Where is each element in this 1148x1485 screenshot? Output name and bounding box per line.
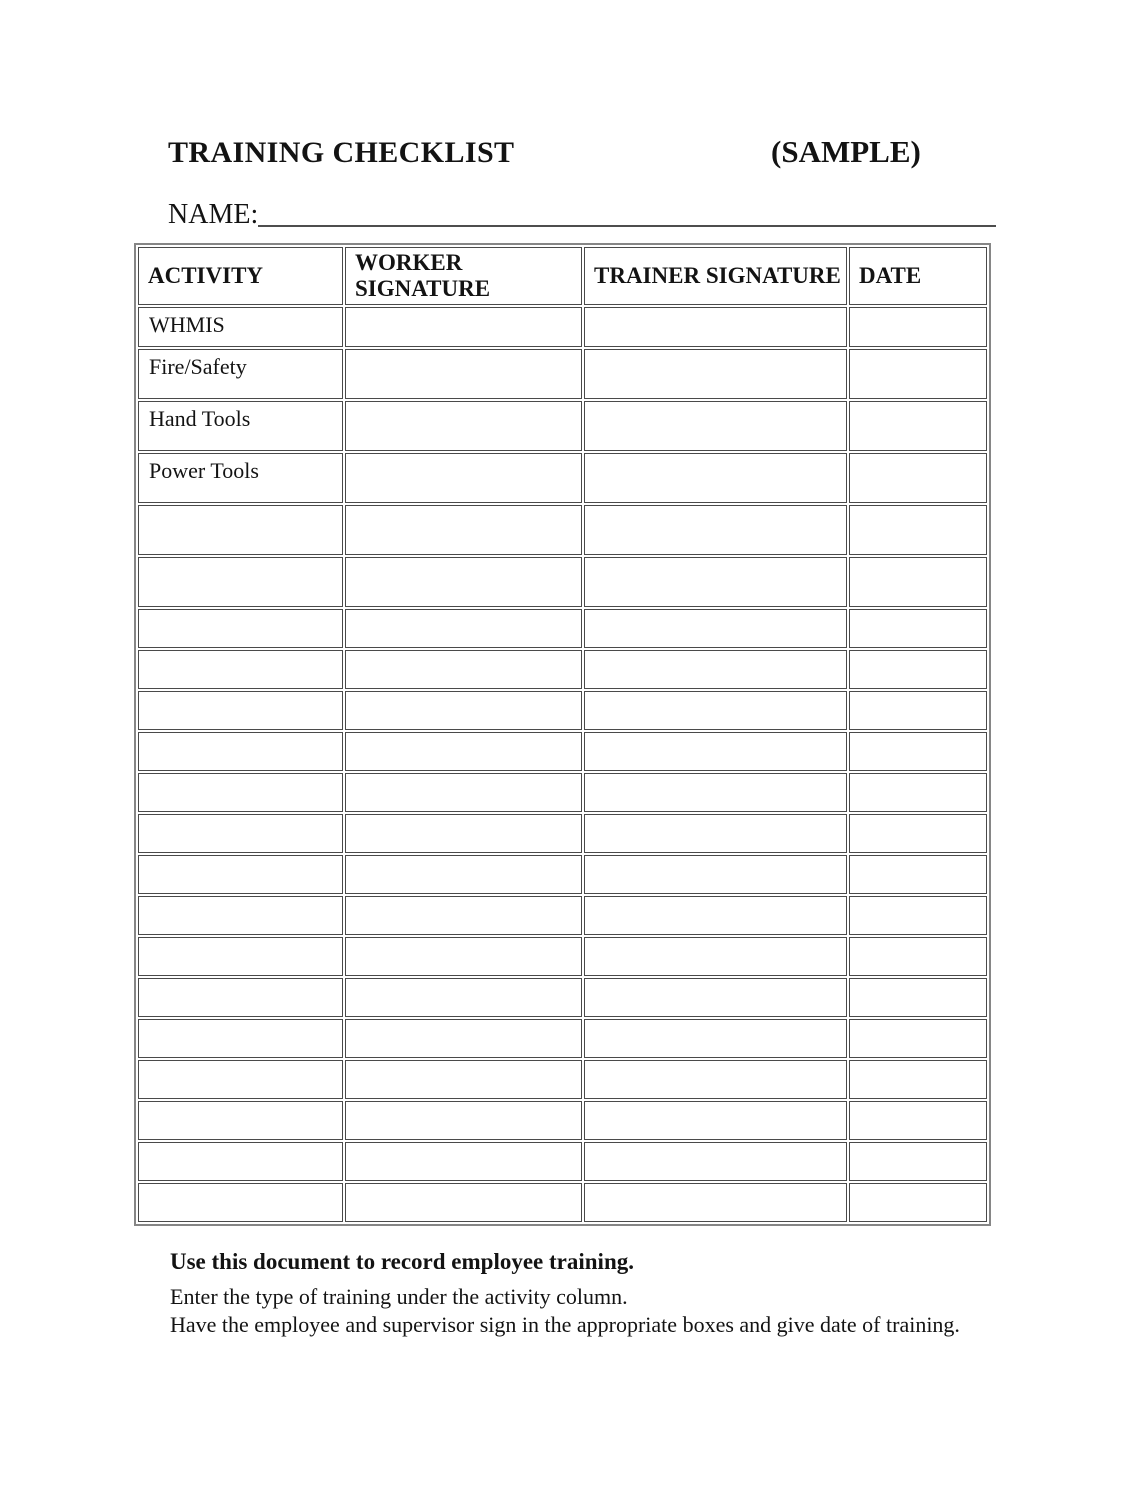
- worker-signature-cell[interactable]: [345, 814, 582, 853]
- page-title: TRAINING CHECKLIST: [168, 136, 515, 169]
- date-cell[interactable]: [849, 557, 987, 607]
- date-cell[interactable]: [849, 349, 987, 399]
- column-header-date: DATE: [849, 247, 987, 305]
- worker-signature-cell[interactable]: [345, 349, 582, 399]
- trainer-signature-cell[interactable]: [584, 349, 847, 399]
- activity-cell[interactable]: [138, 1060, 343, 1099]
- date-cell[interactable]: [849, 401, 987, 451]
- trainer-signature-cell[interactable]: [584, 773, 847, 812]
- date-cell[interactable]: [849, 855, 987, 894]
- activity-cell[interactable]: [138, 1142, 343, 1181]
- activity-cell[interactable]: [138, 855, 343, 894]
- date-cell[interactable]: [849, 691, 987, 730]
- table-row: [138, 650, 987, 689]
- activity-cell: Hand Tools: [138, 401, 343, 451]
- worker-signature-cell[interactable]: [345, 453, 582, 503]
- activity-cell[interactable]: [138, 1101, 343, 1140]
- worker-signature-cell[interactable]: [345, 732, 582, 771]
- activity-cell[interactable]: [138, 505, 343, 555]
- date-cell[interactable]: [849, 732, 987, 771]
- date-cell[interactable]: [849, 1142, 987, 1181]
- column-header-activity: ACTIVITY: [138, 247, 343, 305]
- trainer-signature-cell[interactable]: [584, 650, 847, 689]
- trainer-signature-cell[interactable]: [584, 609, 847, 648]
- trainer-signature-cell[interactable]: [584, 1142, 847, 1181]
- worker-signature-cell[interactable]: [345, 1101, 582, 1140]
- worker-signature-cell[interactable]: [345, 896, 582, 935]
- trainer-signature-cell[interactable]: [584, 453, 847, 503]
- trainer-signature-cell[interactable]: [584, 814, 847, 853]
- activity-cell: Fire/Safety: [138, 349, 343, 399]
- date-cell[interactable]: [849, 937, 987, 976]
- worker-signature-cell[interactable]: [345, 773, 582, 812]
- document-header: [168, 136, 1028, 172]
- activity-cell[interactable]: [138, 1183, 343, 1222]
- worker-signature-cell[interactable]: [345, 1183, 582, 1222]
- worker-signature-cell[interactable]: [345, 401, 582, 451]
- table-row: [138, 937, 987, 976]
- trainer-signature-cell[interactable]: [584, 732, 847, 771]
- table-row: [138, 691, 987, 730]
- date-cell[interactable]: [849, 1101, 987, 1140]
- worker-signature-cell[interactable]: [345, 307, 582, 347]
- instructions: [170, 1248, 1070, 1339]
- sample-label: (SAMPLE): [771, 134, 921, 169]
- worker-signature-cell[interactable]: [345, 609, 582, 648]
- activity-cell[interactable]: [138, 773, 343, 812]
- activity-cell[interactable]: [138, 732, 343, 771]
- date-cell[interactable]: [849, 1060, 987, 1099]
- table-row: [138, 814, 987, 853]
- worker-signature-cell[interactable]: [345, 1019, 582, 1058]
- trainer-signature-cell[interactable]: [584, 855, 847, 894]
- worker-signature-cell[interactable]: [345, 505, 582, 555]
- table-row: [138, 609, 987, 648]
- table-row: [138, 1101, 987, 1140]
- name-input-line[interactable]: [258, 221, 996, 227]
- table-row: [138, 732, 987, 771]
- trainer-signature-cell[interactable]: [584, 1101, 847, 1140]
- trainer-signature-cell[interactable]: [584, 1183, 847, 1222]
- table-row: [138, 1142, 987, 1181]
- table-row: [138, 855, 987, 894]
- activity-cell[interactable]: [138, 650, 343, 689]
- worker-signature-cell[interactable]: [345, 1142, 582, 1181]
- trainer-signature-cell[interactable]: [584, 401, 847, 451]
- trainer-signature-cell[interactable]: [584, 1019, 847, 1058]
- table-row: [138, 1060, 987, 1099]
- trainer-signature-cell[interactable]: [584, 896, 847, 935]
- trainer-signature-cell[interactable]: [584, 307, 847, 347]
- trainer-signature-cell[interactable]: [584, 505, 847, 555]
- activity-cell[interactable]: [138, 978, 343, 1017]
- worker-signature-cell[interactable]: [345, 1060, 582, 1099]
- table-row: [138, 896, 987, 935]
- activity-cell: WHMIS: [138, 307, 343, 347]
- activity-cell[interactable]: [138, 814, 343, 853]
- date-cell[interactable]: [849, 773, 987, 812]
- table-header-row: [138, 247, 987, 305]
- trainer-signature-cell[interactable]: [584, 557, 847, 607]
- table-row: [138, 773, 987, 812]
- table-row: [138, 307, 987, 347]
- worker-signature-cell[interactable]: [345, 691, 582, 730]
- trainer-signature-cell[interactable]: [584, 1060, 847, 1099]
- trainer-signature-cell[interactable]: [584, 691, 847, 730]
- activity-cell: Power Tools: [138, 453, 343, 503]
- table-row: [138, 978, 987, 1017]
- date-cell[interactable]: [849, 978, 987, 1017]
- activity-cell[interactable]: [138, 896, 343, 935]
- column-header-trainer-signature: TRAINER SIGNATURE: [584, 247, 847, 305]
- table-row: [138, 1019, 987, 1058]
- activity-cell[interactable]: [138, 1019, 343, 1058]
- instructions-line: Enter the type of training under the activity column.: [170, 1284, 628, 1310]
- worker-signature-cell[interactable]: [345, 650, 582, 689]
- activity-cell[interactable]: [138, 691, 343, 730]
- instructions-heading: Use this document to record employee training.: [170, 1249, 634, 1274]
- date-cell[interactable]: [849, 1019, 987, 1058]
- table-row: [138, 349, 987, 399]
- worker-signature-cell[interactable]: [345, 557, 582, 607]
- date-cell[interactable]: [849, 1183, 987, 1222]
- worker-signature-cell[interactable]: [345, 855, 582, 894]
- date-cell[interactable]: [849, 307, 987, 347]
- date-cell[interactable]: [849, 453, 987, 503]
- name-label: NAME:: [168, 199, 259, 230]
- activity-cell[interactable]: [138, 609, 343, 648]
- table-row: [138, 505, 987, 555]
- date-cell[interactable]: [849, 814, 987, 853]
- table-row: [138, 401, 987, 451]
- column-header-worker-signature: WORKER SIGNATURE: [345, 247, 582, 305]
- date-cell[interactable]: [849, 505, 987, 555]
- date-cell[interactable]: [849, 650, 987, 689]
- trainer-signature-cell[interactable]: [584, 978, 847, 1017]
- instructions-line: Have the employee and supervisor sign in the appropriate boxes and give date of training.: [170, 1312, 960, 1338]
- trainer-signature-cell[interactable]: [584, 937, 847, 976]
- date-cell[interactable]: [849, 609, 987, 648]
- activity-cell[interactable]: [138, 557, 343, 607]
- table-row: [138, 557, 987, 607]
- worker-signature-cell[interactable]: [345, 978, 582, 1017]
- date-cell[interactable]: [849, 896, 987, 935]
- activity-cell[interactable]: [138, 937, 343, 976]
- worker-signature-cell[interactable]: [345, 937, 582, 976]
- checklist-table-body: [138, 307, 987, 1222]
- name-field: [168, 199, 996, 231]
- table-row: [138, 1183, 987, 1222]
- table-row: [138, 453, 987, 503]
- training-checklist-table: [134, 243, 991, 1226]
